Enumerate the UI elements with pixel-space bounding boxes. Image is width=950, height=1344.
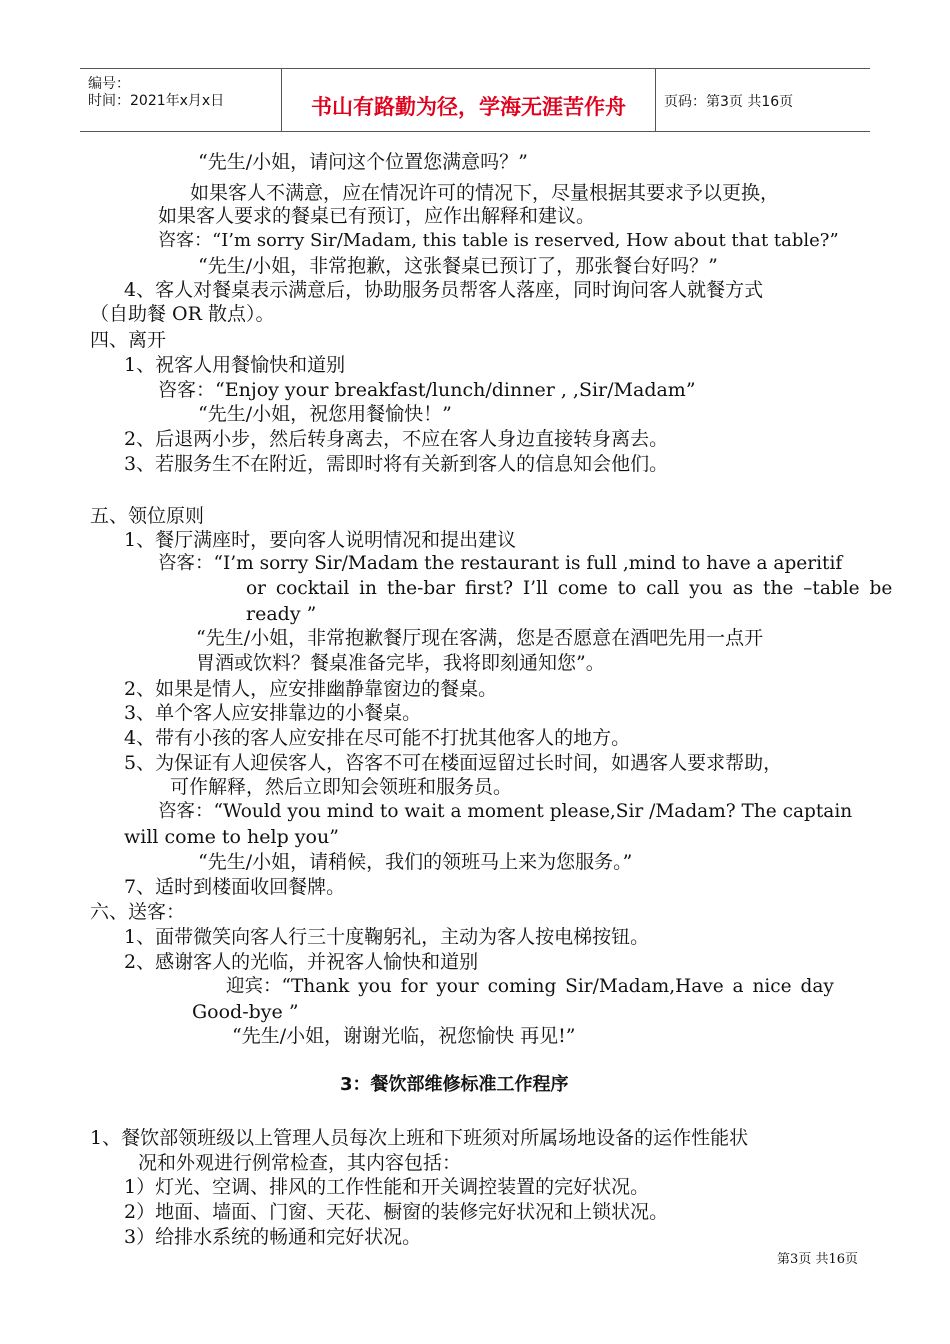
text-line: 如果客人要求的餐桌已有预订，应作出解释和建议。 (158, 205, 596, 227)
text-line: 咨客：“Enjoy your breakfast/lunch/dinner , ,Sir/Madam” (158, 379, 696, 401)
list-item: 1、餐饮部领班级以上管理人员每次上班和下班须对所属场地设备的运作性能状 (90, 1127, 749, 1149)
text-line: 况和外观进行例常检查，其内容包括： (138, 1152, 462, 1174)
list-item: 1）灯光、空调、排风的工作性能和开关调控装置的完好状况。 (124, 1176, 650, 1198)
list-item: 3、单个客人应安排靠边的小餐桌。 (124, 702, 422, 724)
section-heading: 六、送客： (90, 901, 186, 923)
list-item: 3）给排水系统的畅通和完好状况。 (124, 1226, 422, 1248)
text-line: will come to help you” (124, 826, 339, 848)
text-line: 咨客：“I’m sorry Sir/Madam the restaurant is full ,mind to have a aperitif (158, 553, 843, 574)
list-item: 1、餐厅满座时，要向客人说明情况和提出建议 (124, 529, 517, 551)
page-label: 页码：第3页 共16页 (664, 94, 794, 110)
text-line: ready ” (246, 603, 317, 625)
header-meta-cell (80, 69, 282, 131)
text-line: “先生/小姐，非常抱歉，这张餐桌已预订了，那张餐台好吗？” (198, 255, 718, 277)
text-line: 咨客：“I’m sorry Sir/Madam, this table is reserved, How about that table?” (158, 230, 839, 251)
text-line: （自助餐 OR 散点）。 (90, 303, 275, 325)
text-line: “先生/小姐，请稍候，我们的领班马上来为您服务。” (198, 851, 633, 873)
text-line: “先生/小姐，祝您用餐愉快！” (198, 403, 452, 425)
page-footer: 第3页 共16页 (777, 1252, 858, 1267)
section-heading: 四、离开 (90, 329, 167, 351)
section-title: 3：餐饮部维修标准工作程序 (340, 1074, 569, 1095)
section-heading: 五、领位原则 (90, 505, 205, 527)
list-item: 5、为保证有人迎侯客人，咨客不可在楼面逗留过长时间，如遇客人要求帮助， (124, 752, 783, 774)
list-item: 4、带有小孩的客人应安排在尽可能不打扰其他客人的地方。 (124, 727, 631, 749)
text-line: “先生/小姐，请问这个位置您满意吗？” (198, 151, 528, 173)
header-table (80, 68, 870, 132)
list-item: 1、面带微笑向客人行三十度鞠躬礼，主动为客人按电梯按钮。 (124, 926, 650, 948)
number-label: 编号： (88, 76, 130, 92)
list-item: 2）地面、墙面、门窗、天花、橱窗的装修完好状况和上锁状况。 (124, 1201, 669, 1223)
text-line: 如果客人不满意，应在情况许可的情况下，尽量根据其要求予以更换， (190, 182, 780, 204)
list-item: 2、感谢客人的光临，并祝客人愉快和道别 (124, 951, 479, 973)
text-line: “先生/小姐，非常抱歉餐厅现在客满，您是否愿意在酒吧先用一点开 (196, 627, 764, 649)
text-line: 迎宾：“Thank you for your coming Sir/Madam,Have a nice day (226, 976, 834, 997)
text-line: “先生/小姐，谢谢光临，祝您愉快 再见!” (232, 1025, 576, 1047)
header-motto-cell (282, 69, 656, 131)
text-line: 可作解释，然后立即知会领班和服务员。 (170, 776, 513, 798)
list-item: 1、祝客人用餐愉快和道别 (124, 354, 346, 376)
list-item: 7、适时到楼面收回餐牌。 (124, 876, 346, 898)
time-label: 时间：2021年x月x日 (88, 93, 225, 109)
text-line: 咨客：“Would you mind to wait a moment please,Sir /Madam? The captain (158, 801, 853, 822)
text-line: or cocktail in the-bar first? I’ll come to call you as the –table be (246, 578, 893, 599)
list-item: 4、客人对餐桌表示满意后，协助服务员帮客人落座，同时询问客人就餐方式 (124, 279, 764, 301)
text-line: Good-bye ” (192, 1001, 299, 1023)
list-item: 3、若服务生不在附近，需即时将有关新到客人的信息知会他们。 (124, 453, 669, 475)
text-line: 胃酒或饮料？餐桌准备完毕，我将即刻通知您”。 (196, 652, 605, 674)
motto: 书山有路勤为径，学海无涯苦作舟 (311, 95, 626, 119)
list-item: 2、如果是情人，应安排幽静靠窗边的餐桌。 (124, 678, 498, 700)
list-item: 2、后退两小步，然后转身离去，不应在客人身边直接转身离去。 (124, 428, 669, 450)
header-page-cell (656, 69, 870, 131)
